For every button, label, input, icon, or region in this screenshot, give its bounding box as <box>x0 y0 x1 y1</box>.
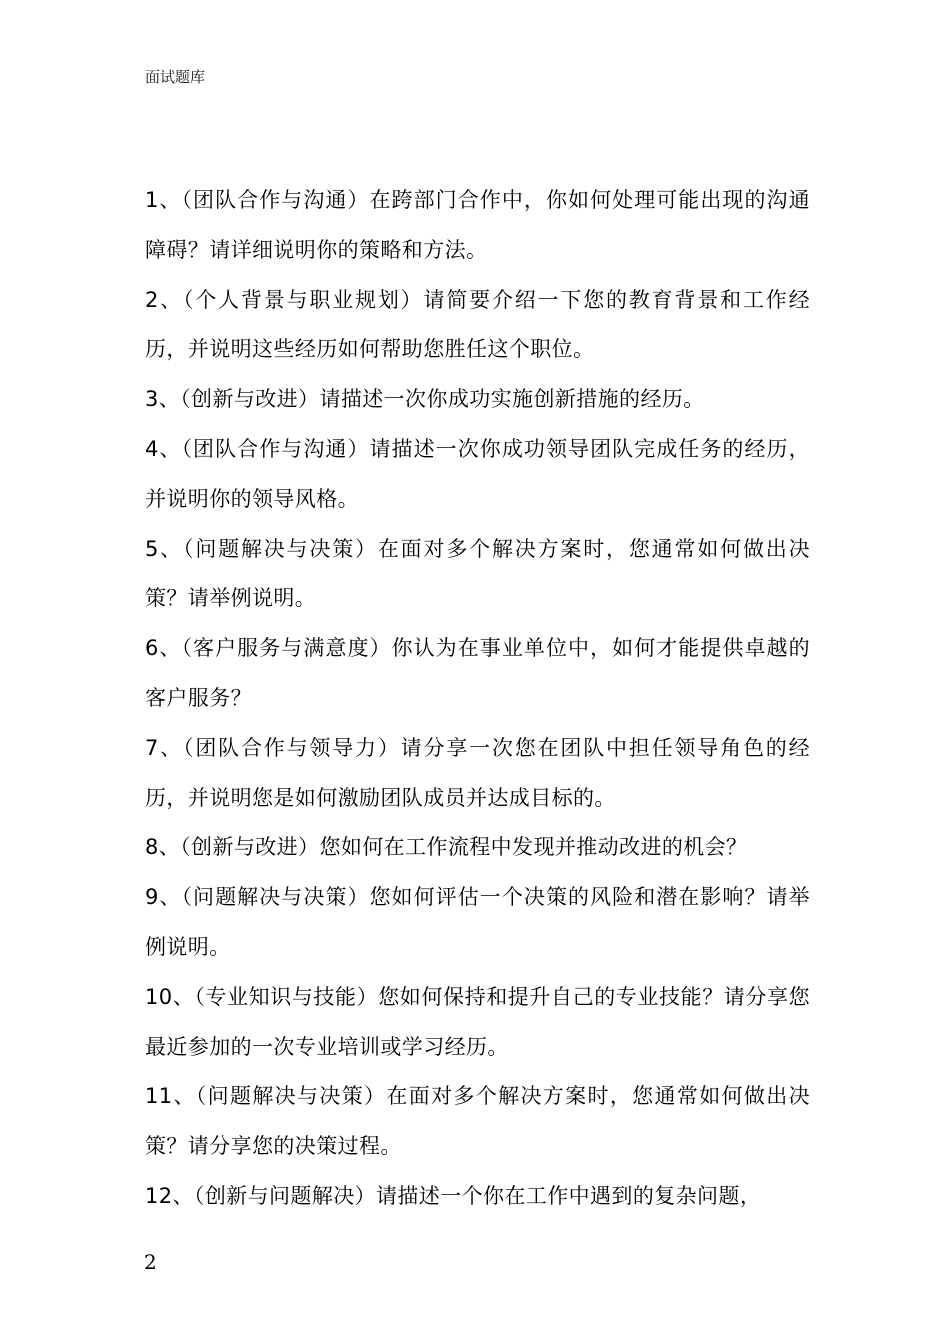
question-item-6: 6、（客户服务与满意度）你认为在事业单位中，如何才能提供卓越的客户服务？ <box>145 636 810 710</box>
question-item-8: 8、（创新与改进）您如何在工作流程中发现并推动改进的机会？ <box>145 835 748 860</box>
question-item-7: 7、（团队合作与领导力）请分享一次您在团队中担任领导角色的经历，并说明您是如何激励团队成员并达成目标的。 <box>145 735 810 810</box>
page-header-title: 面试题库 <box>145 68 206 86</box>
question-item-1: 1、（团队合作与沟通）在跨部门合作中，你如何处理可能出现的沟通障碍？请详细说明你的策略和方法。 <box>145 188 810 262</box>
question-item-11: 11、（问题解决与决策）在面对多个解决方案时，您通常如何做出决策？请分享您的决策过程。 <box>145 1084 810 1159</box>
question-item-5: 5、（问题解决与决策）在面对多个解决方案时，您通常如何做出决策？请举例说明。 <box>145 536 810 611</box>
question-item-3: 3、（创新与改进）请描述一次你成功实施创新措施的经历。 <box>145 387 705 412</box>
page-number: 2 <box>144 1250 157 1274</box>
question-item-10: 10、（专业知识与技能）您如何保持和提升自己的专业技能？请分享您最近参加的一次专业培训或学习经历。 <box>145 984 810 1059</box>
question-item-2: 2、（个人背景与职业规划）请简要介绍一下您的教育背景和工作经历，并说明这些经历如何帮助您胜任这个职位。 <box>145 287 810 362</box>
question-item-4: 4、（团队合作与沟通）请描述一次你成功领导团队完成任务的经历，并说明你的领导风格。 <box>145 436 810 511</box>
question-item-9: 9、（问题解决与决策）您如何评估一个决策的风险和潜在影响？请举例说明。 <box>145 885 810 959</box>
question-list <box>145 176 810 1222</box>
question-item-12: 12、（创新与问题解决）请描述一个你在工作中遇到的复杂问题， <box>145 1183 762 1208</box>
